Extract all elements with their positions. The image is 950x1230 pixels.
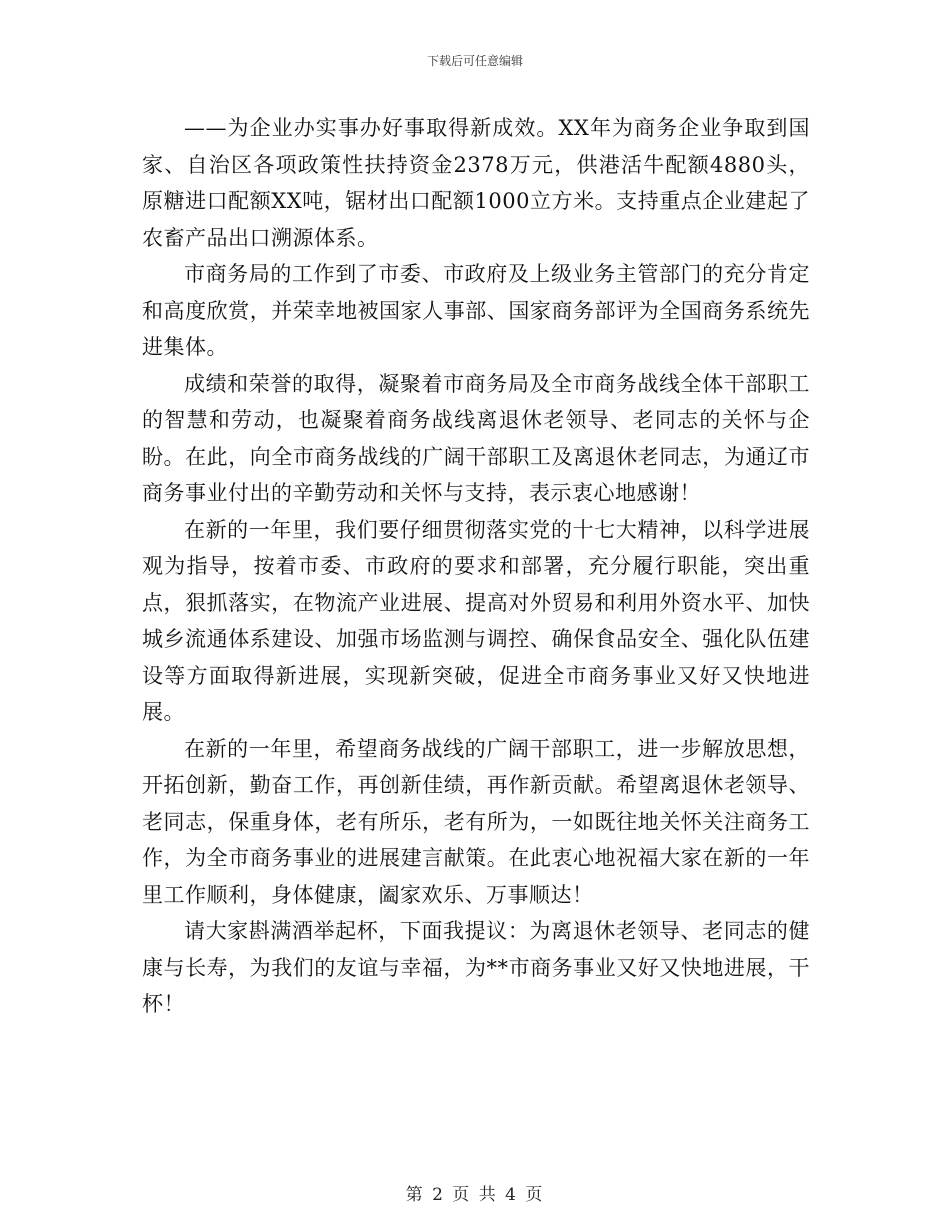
paragraph-thanks: 成绩和荣誉的取得，凝聚着市商务局及全市商务战线全体干部职工的智慧和劳动，也凝聚着商务战线离退休老领导、老同志的关怀与企盼。在此，向全市商务战线的广阔干部职工及离退休老同志，为通辽市商务事业付出的辛勤劳动和关怀与支持，表示衷心地感谢！ (142, 371, 810, 505)
paragraph-recognition: 市商务局的工作到了市委、市政府及上级业务主管部门的充分肯定和高度欣赏，并荣幸地被国家人事部、国家商务部评为全国商务系统先进集体。 (142, 262, 810, 359)
page-header-note: 下载后可任意编辑 (426, 54, 523, 68)
paragraph-wishes: 在新的一年里，希望商务战线的广阔干部职工，进一步解放思想，开拓创新，勤奋工作，再创新佳绩，再作新贡献。希望离退休老领导、老同志，保重身体，老有所乐，老有所为，一如既往地关怀关注商务工作，为全市商务事业的进展建言献策。在此衷心地祝福大家在新的一年里工作顺利，身体健康，阖家欢乐、万事顺达！ (142, 736, 810, 907)
paragraph-toast: 请大家斟满酒举起杯，下面我提议：为离退休老领导、老同志的健康与长寿，为我们的友谊与幸福，为**市商务事业又好又快地进展，干杯！ (142, 919, 810, 1016)
paragraph-achievements: ——为企业办实事办好事取得新成效。XX年为商务企业争取到国家、自治区各项政策性扶持资金2378万元，供港活牛配额4880头，原糖进口配额XX吨，锯材出口配额1000立方米。支持重点企业建起了农畜产品出口溯源体系。 (142, 116, 810, 250)
paragraph-new-year-goals: 在新的一年里，我们要仔细贯彻落实党的十七大精神，以科学进展观为指导，按着市委、市政府的要求和部署，充分履行职能，突出重点，狠抓落实，在物流产业进展、提高对外贸易和利用外资水平、加快城乡流通体系建设、加强市场监测与调控、确保食品安全、强化队伍建设等方面取得新进展，实现新突破，促进全市商务事业又好又快地进展。 (142, 517, 810, 724)
document-body (142, 110, 810, 1023)
page-number-footer: 第 2 页 共 4 页 (405, 1185, 545, 1205)
